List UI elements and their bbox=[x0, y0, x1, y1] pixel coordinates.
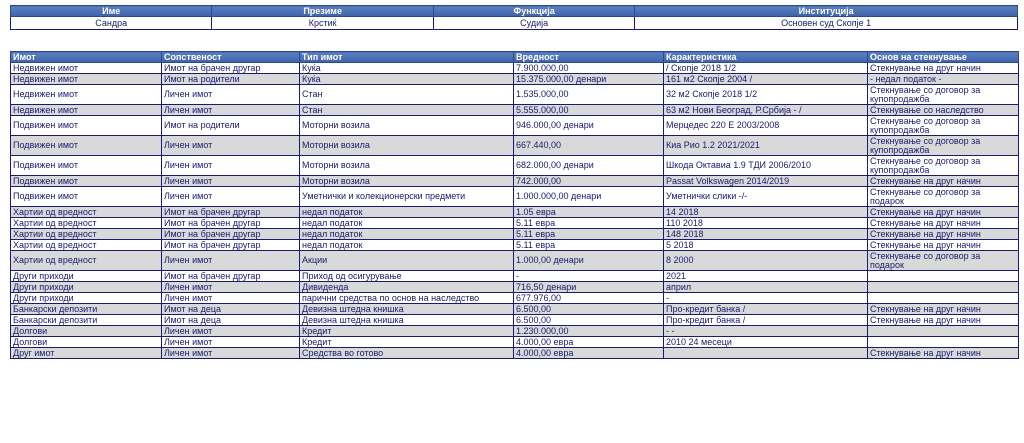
cell-value: 5.11 евра bbox=[514, 229, 664, 240]
cell-property: Долгови bbox=[11, 326, 162, 337]
cell-property-type: Стан bbox=[300, 85, 514, 105]
table-row bbox=[11, 348, 1019, 359]
cell-property: Недвижен имот bbox=[11, 105, 162, 116]
cell-ownership: Личен имот bbox=[162, 348, 300, 359]
cell-value: 1.230.000,00 bbox=[514, 326, 664, 337]
cell-property-type: Моторни возила bbox=[300, 176, 514, 187]
cell-acquisition-basis bbox=[868, 337, 1019, 348]
assets-table bbox=[10, 51, 1019, 359]
cell-value: 7.900.000,00 bbox=[514, 63, 664, 74]
cell-ownership: Имот на брачен другар bbox=[162, 63, 300, 74]
cell-property: Банкарски депозити bbox=[11, 304, 162, 315]
cell-ownership: Имот на брачен другар bbox=[162, 271, 300, 282]
table-row bbox=[11, 85, 1019, 105]
cell-property: Подвижен имот bbox=[11, 156, 162, 176]
cell-ownership: Имот на брачен другар bbox=[162, 218, 300, 229]
cell-property-type: недал податок bbox=[300, 229, 514, 240]
cell-acquisition-basis: Стекнување на друг начин bbox=[868, 304, 1019, 315]
assets-header-row bbox=[11, 52, 1019, 63]
cell-property-type: Стан bbox=[300, 105, 514, 116]
cell-ownership: Имот на брачен другар bbox=[162, 240, 300, 251]
cell-characteristic bbox=[664, 348, 868, 359]
person-header-row bbox=[11, 6, 1018, 17]
table-row bbox=[11, 207, 1019, 218]
table-row bbox=[11, 251, 1019, 271]
cell-property-type: Акции bbox=[300, 251, 514, 271]
cell-property-type: Куќа bbox=[300, 63, 514, 74]
cell-ownership: Имот на брачен другар bbox=[162, 207, 300, 218]
cell-property-type: Средства во готово bbox=[300, 348, 514, 359]
cell-value: 5.555.000,00 bbox=[514, 105, 664, 116]
table-row bbox=[11, 240, 1019, 251]
cell-acquisition-basis: Стекнување на друг начин bbox=[868, 176, 1019, 187]
cell-property-type: недал податок bbox=[300, 207, 514, 218]
cell-acquisition-basis: Стекнување на друг начин bbox=[868, 207, 1019, 218]
cell-property: Недвижен имот bbox=[11, 85, 162, 105]
cell-value: 742.000,00 bbox=[514, 176, 664, 187]
cell-characteristic: 2010 24 месеци bbox=[664, 337, 868, 348]
cell-property: Подвижен имот bbox=[11, 176, 162, 187]
cell-value: 1.535.000,00 bbox=[514, 85, 664, 105]
cell-characteristic: - - bbox=[664, 326, 868, 337]
cell-value: 716,50 денари bbox=[514, 282, 664, 293]
cell-ownership: Имот на родители bbox=[162, 74, 300, 85]
cell-property: Подвижен имот bbox=[11, 116, 162, 136]
cell-property: Хартии од вредност bbox=[11, 218, 162, 229]
table-row bbox=[11, 304, 1019, 315]
cell-ownership: Личен имот bbox=[162, 136, 300, 156]
cell-characteristic: Шкода Октавиа 1.9 ТДИ 2006/2010 bbox=[664, 156, 868, 176]
cell-characteristic: Киа Рио 1.2 2021/2021 bbox=[664, 136, 868, 156]
person-row bbox=[11, 17, 1018, 30]
cell-value: 6.500,00 bbox=[514, 315, 664, 326]
cell-ownership: Личен имот bbox=[162, 187, 300, 207]
cell-value: 15.375.000,00 денари bbox=[514, 74, 664, 85]
cell-property-type: Моторни возила bbox=[300, 116, 514, 136]
cell-value: 1.000.000,00 денари bbox=[514, 187, 664, 207]
cell-property: Долгови bbox=[11, 337, 162, 348]
cell-ownership: Личен имот bbox=[162, 337, 300, 348]
cell-property-type: Кредит bbox=[300, 337, 514, 348]
cell-property-type: Моторни возила bbox=[300, 156, 514, 176]
table-row bbox=[11, 74, 1019, 85]
header-acquisition-basis: Основ на стекнување bbox=[868, 52, 1019, 63]
header-property-type: Тип имот bbox=[300, 52, 514, 63]
header-value: Вредност bbox=[514, 52, 664, 63]
table-row bbox=[11, 136, 1019, 156]
table-row bbox=[11, 156, 1019, 176]
cell-characteristic: / Скопје 2018 1/2 bbox=[664, 63, 868, 74]
header-characteristic: Карактеристика bbox=[664, 52, 868, 63]
cell-characteristic: 5 2018 bbox=[664, 240, 868, 251]
cell-acquisition-basis: Стекнување со договор за подарок bbox=[868, 251, 1019, 271]
cell-acquisition-basis: Стекнување на друг начин bbox=[868, 315, 1019, 326]
cell-characteristic: 161 м2 Скопје 2004 / bbox=[664, 74, 868, 85]
table-row bbox=[11, 63, 1019, 74]
table-row bbox=[11, 116, 1019, 136]
cell-acquisition-basis: - недал податок - bbox=[868, 74, 1019, 85]
cell-value: 1.000,00 денари bbox=[514, 251, 664, 271]
cell-property: Недвижен имот bbox=[11, 63, 162, 74]
cell-property: Хартии од вредност bbox=[11, 207, 162, 218]
cell-property: Хартии од вредност bbox=[11, 229, 162, 240]
cell-characteristic: Про-кредит банка / bbox=[664, 304, 868, 315]
header-surname: Презиме bbox=[212, 6, 434, 17]
header-ownership: Сопственост bbox=[162, 52, 300, 63]
cell-property-type: Девизна штедна книшка bbox=[300, 315, 514, 326]
table-row bbox=[11, 315, 1019, 326]
cell-value: 682.000,00 денари bbox=[514, 156, 664, 176]
cell-property: Хартии од вредност bbox=[11, 251, 162, 271]
table-row bbox=[11, 282, 1019, 293]
cell-acquisition-basis bbox=[868, 326, 1019, 337]
cell-characteristic: Уметнички слики -/- bbox=[664, 187, 868, 207]
cell-ownership: Личен имот bbox=[162, 326, 300, 337]
cell-characteristic: 14 2018 bbox=[664, 207, 868, 218]
cell-characteristic: 2021 bbox=[664, 271, 868, 282]
cell-characteristic: Passat Volkswagen 2014/2019 bbox=[664, 176, 868, 187]
cell-characteristic: 8 2000 bbox=[664, 251, 868, 271]
person-institution: Основен суд Скопје 1 bbox=[635, 17, 1018, 30]
cell-acquisition-basis bbox=[868, 282, 1019, 293]
cell-value: 677.976,00 bbox=[514, 293, 664, 304]
cell-acquisition-basis: Стекнување на друг начин bbox=[868, 218, 1019, 229]
cell-ownership: Личен имот bbox=[162, 176, 300, 187]
header-name: Име bbox=[11, 6, 212, 17]
cell-ownership: Личен имот bbox=[162, 282, 300, 293]
cell-property: Други приходи bbox=[11, 271, 162, 282]
cell-property: Друг имот bbox=[11, 348, 162, 359]
cell-value: 5.11 евра bbox=[514, 240, 664, 251]
cell-characteristic: 32 м2 Скопје 2018 1/2 bbox=[664, 85, 868, 105]
cell-property-type: Девизна штедна книшка bbox=[300, 304, 514, 315]
cell-characteristic: 63 м2 Нови Београд, Р.Србија - / bbox=[664, 105, 868, 116]
cell-property-type: Приход од осигурување bbox=[300, 271, 514, 282]
cell-ownership: Личен имот bbox=[162, 105, 300, 116]
cell-property-type: Куќа bbox=[300, 74, 514, 85]
header-property: Имот bbox=[11, 52, 162, 63]
table-row bbox=[11, 326, 1019, 337]
cell-ownership: Имот на родители bbox=[162, 116, 300, 136]
cell-property: Хартии од вредност bbox=[11, 240, 162, 251]
cell-acquisition-basis: Стекнување со договор за купопродажба bbox=[868, 85, 1019, 105]
cell-acquisition-basis: Стекнување на друг начин bbox=[868, 348, 1019, 359]
cell-ownership: Личен имот bbox=[162, 251, 300, 271]
cell-value: 667.440,00 bbox=[514, 136, 664, 156]
cell-characteristic: - bbox=[664, 293, 868, 304]
cell-property: Други приходи bbox=[11, 282, 162, 293]
cell-ownership: Имот на деца bbox=[162, 304, 300, 315]
cell-acquisition-basis: Стекнување со наследство bbox=[868, 105, 1019, 116]
cell-acquisition-basis: Стекнување на друг начин bbox=[868, 229, 1019, 240]
cell-property-type: Дивиденда bbox=[300, 282, 514, 293]
cell-characteristic: 110 2018 bbox=[664, 218, 868, 229]
person-table bbox=[10, 5, 1018, 30]
table-row bbox=[11, 229, 1019, 240]
cell-property: Подвижен имот bbox=[11, 187, 162, 207]
person-surname: Крстиќ bbox=[212, 17, 434, 30]
cell-property-type: недал податок bbox=[300, 218, 514, 229]
cell-property: Други приходи bbox=[11, 293, 162, 304]
cell-acquisition-basis: Стекнување со договор за купопродажба bbox=[868, 116, 1019, 136]
cell-value: 6.500,00 bbox=[514, 304, 664, 315]
person-function: Судија bbox=[433, 17, 634, 30]
cell-acquisition-basis bbox=[868, 293, 1019, 304]
cell-value: - bbox=[514, 271, 664, 282]
cell-property: Банкарски депозити bbox=[11, 315, 162, 326]
table-row bbox=[11, 337, 1019, 348]
table-row bbox=[11, 271, 1019, 282]
cell-property-type: Уметнички и колекционерски предмети bbox=[300, 187, 514, 207]
cell-acquisition-basis bbox=[868, 271, 1019, 282]
table-row bbox=[11, 187, 1019, 207]
cell-characteristic: Про-кредит банка / bbox=[664, 315, 868, 326]
cell-acquisition-basis: Стекнување со договор за подарок bbox=[868, 187, 1019, 207]
cell-value: 1.05 евра bbox=[514, 207, 664, 218]
cell-value: 946.000,00 денари bbox=[514, 116, 664, 136]
cell-acquisition-basis: Стекнување со договор за купопродажба bbox=[868, 136, 1019, 156]
cell-characteristic: 148 2018 bbox=[664, 229, 868, 240]
cell-property-type: Моторни возила bbox=[300, 136, 514, 156]
table-row bbox=[11, 218, 1019, 229]
cell-property: Подвижен имот bbox=[11, 136, 162, 156]
cell-ownership: Имот на брачен другар bbox=[162, 229, 300, 240]
cell-property: Недвижен имот bbox=[11, 74, 162, 85]
header-institution: Институција bbox=[635, 6, 1018, 17]
cell-ownership: Личен имот bbox=[162, 85, 300, 105]
header-function: Функција bbox=[433, 6, 634, 17]
cell-acquisition-basis: Стекнување на друг начин bbox=[868, 63, 1019, 74]
cell-property-type: недал податок bbox=[300, 240, 514, 251]
cell-property-type: Кредит bbox=[300, 326, 514, 337]
cell-ownership: Имот на деца bbox=[162, 315, 300, 326]
cell-ownership: Личен имот bbox=[162, 293, 300, 304]
person-name: Сандра bbox=[11, 17, 212, 30]
cell-ownership: Личен имот bbox=[162, 156, 300, 176]
table-row bbox=[11, 293, 1019, 304]
table-row bbox=[11, 176, 1019, 187]
cell-characteristic: април bbox=[664, 282, 868, 293]
cell-value: 4.000,00 евра bbox=[514, 348, 664, 359]
cell-acquisition-basis: Стекнување со договор за купопродажба bbox=[868, 156, 1019, 176]
cell-acquisition-basis: Стекнување на друг начин bbox=[868, 240, 1019, 251]
table-row bbox=[11, 105, 1019, 116]
cell-value: 4.000,00 евра bbox=[514, 337, 664, 348]
cell-property-type: парични средства по основ на наследство bbox=[300, 293, 514, 304]
cell-characteristic: Мерцедес 220 Е 2003/2008 bbox=[664, 116, 868, 136]
cell-value: 5.11 евра bbox=[514, 218, 664, 229]
